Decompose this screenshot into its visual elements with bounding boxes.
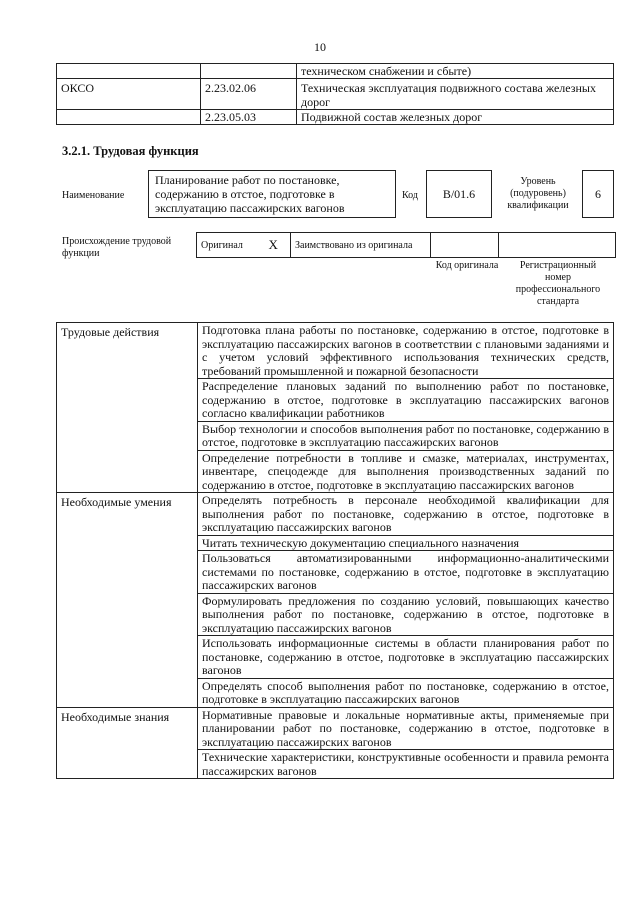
- category-cell: Необходимые умения: [57, 493, 198, 708]
- original-mark: X: [257, 233, 291, 258]
- reg-number-note: Регистрационный номер профессионального стандарта: [515, 260, 601, 307]
- item-cell: Определять способ выполнения работ по постановке, содержанию в отстое, подготовке в эксплуатацию пассажирских вагонов: [198, 678, 614, 707]
- function-name-box: Планирование работ по постановке, содержанию в отстое, подготовке в эксплуатацию пассажирских вагонов: [148, 170, 396, 218]
- okso-cell: 2.23.05.03: [201, 110, 297, 125]
- code-original-cell: [431, 233, 499, 258]
- level-label: Уровень (подуровень) квалификации: [507, 176, 569, 211]
- okso-cell: техническом снабжении и сбыте): [297, 64, 614, 79]
- section-title: 3.2.1. Трудовая функция: [62, 144, 199, 158]
- item-cell: Читать техническую документацию специального назначения: [198, 535, 614, 551]
- table-row: [57, 79, 614, 110]
- okso-table: [56, 63, 614, 125]
- item-cell: Определение потребности в топливе и смазке, материалах, инструментах, инвентаре, спецодежде для выполнения производственных заданий по содержанию в отстое, подготовке в эксплуатацию пассажирских вагонов: [198, 450, 614, 493]
- okso-cell: ОКСО: [57, 79, 201, 110]
- okso-cell: Подвижной состав железных дорог: [297, 110, 614, 125]
- table-row: [57, 323, 614, 379]
- category-cell: Трудовые действия: [57, 323, 198, 493]
- item-cell: Определять потребность в персонале необходимой квалификации для выполнения работ по постановке, содержанию в отстое, подготовке в эксплуатацию пассажирских вагонов: [198, 493, 614, 536]
- function-details-table: [56, 322, 614, 779]
- category-cell: Необходимые знания: [57, 707, 198, 779]
- borrowed-label: Заимствовано из оригинала: [291, 233, 431, 258]
- code-label: Код: [402, 190, 418, 201]
- item-cell: Подготовка плана работы по постановке, содержанию в отстое, подготовке в эксплуатацию пассажирских вагонов в соответствии с плановыми заданиями и с учетом условий эффективного использования технических средств, требований промышленной и пожарной безопасности: [198, 323, 614, 379]
- table-row: [197, 233, 616, 258]
- item-cell: Выбор технологии и способов выполнения работ по постановке, содержанию в отстое, подготовке в эксплуатацию пассажирских вагонов: [198, 421, 614, 450]
- origin-label: Происхождение трудовой функции: [62, 236, 172, 259]
- table-row: [57, 110, 614, 125]
- item-cell: Распределение плановых заданий по выполнению работ по постановке, содержанию в отстое, подготовке в эксплуатацию пассажирских вагонов согласно квалификации работников: [198, 379, 614, 422]
- reg-number-cell: [499, 233, 616, 258]
- okso-cell: Техническая эксплуатация подвижного состава железных дорог: [297, 79, 614, 110]
- item-cell: Нормативные правовые и локальные нормативные акты, применяемые при планировании работ по постановке, содержанию в отстое, подготовке в эксплуатацию пассажирских вагонов: [198, 707, 614, 750]
- original-label: Оригинал: [197, 233, 257, 258]
- item-cell: Формулировать предложения по созданию условий, повышающих качество выполнения работ по постановке, содержанию в отстое, подготовке в эксплуатацию пассажирских вагонов: [198, 593, 614, 636]
- table-row: [57, 64, 614, 79]
- page-number: 10: [314, 40, 326, 54]
- table-row: [57, 493, 614, 536]
- okso-cell: [201, 64, 297, 79]
- name-label: Наименование: [62, 190, 125, 201]
- okso-cell: [57, 64, 201, 79]
- item-cell: Пользоваться автоматизированными информационно-аналитическими системами по постановке, содержанию в отстое, подготовке в эксплуатацию пассажирских вагонов: [198, 551, 614, 594]
- code-original-note: Код оригинала: [435, 260, 499, 271]
- okso-cell: 2.23.02.06: [201, 79, 297, 110]
- table-row: [57, 707, 614, 750]
- origin-table: [196, 232, 616, 258]
- okso-cell: [57, 110, 201, 125]
- level-box: 6: [582, 170, 614, 218]
- code-box: B/01.6: [426, 170, 492, 218]
- item-cell: Использовать информационные системы в области планирования работ по постановке, содержанию в отстое, подготовке в эксплуатацию пассажирских вагонов: [198, 636, 614, 679]
- item-cell: Технические характеристики, конструктивные особенности и правила ремонта пассажирских вагонов: [198, 750, 614, 779]
